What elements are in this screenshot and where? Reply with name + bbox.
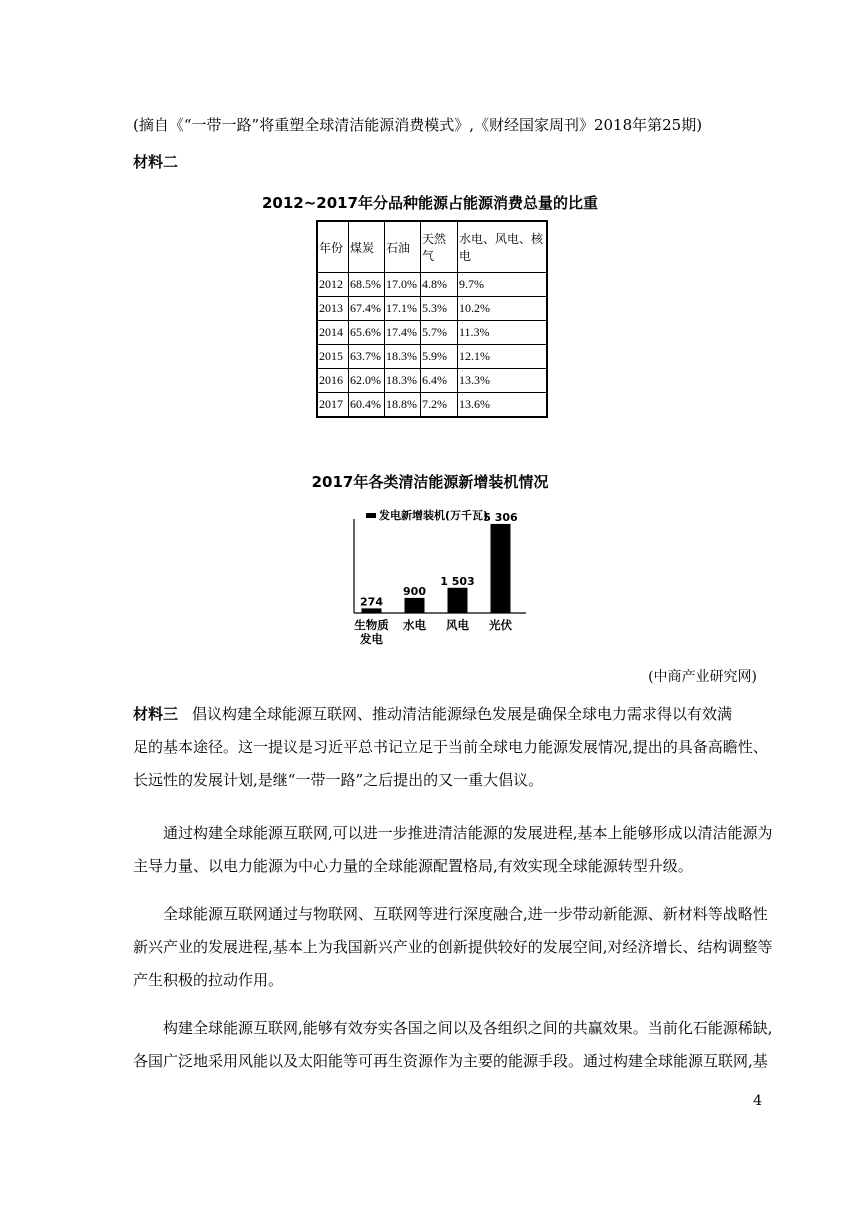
- text-line: 新兴产业的发展进程,基本上为我国新兴产业的创新提供较好的发展空间,对经济增长、结构调整等: [133, 938, 773, 956]
- data-label: 900: [403, 584, 426, 598]
- table-cell: 65.6%: [349, 321, 385, 345]
- table-cell: 17.4%: [385, 321, 421, 345]
- bar: [405, 598, 425, 613]
- text-line: 主导力量、以电力能源为中心力量的全球能源配置格局,有效实现全球能源转型升级。: [133, 857, 693, 875]
- legend-swatch: [366, 513, 376, 518]
- table-row: [317, 345, 547, 369]
- bar: [491, 524, 511, 613]
- header-cell: 年份: [317, 221, 349, 273]
- table-cell: 17.1%: [385, 297, 421, 321]
- table-cell: 63.7%: [349, 345, 385, 369]
- material-3-label: 材料三: [133, 705, 179, 723]
- table-cell: 2015: [317, 345, 349, 369]
- table-row: [317, 297, 547, 321]
- material-2-label: 材料二: [133, 153, 179, 171]
- capacity-bar-chart: [330, 505, 530, 650]
- table-cell: 5.9%: [421, 345, 458, 369]
- table-cell: 10.2%: [458, 297, 548, 321]
- table-cell: 5.3%: [421, 297, 458, 321]
- text-line: 产生积极的拉动作用。: [133, 971, 284, 989]
- text-line: 足的基本途径。这一提议是习近平总书记立足于当前全球电力能源发展情况,提出的具备高瞻性、: [133, 738, 768, 756]
- table-cell: 5.7%: [421, 321, 458, 345]
- category-label: 光伏: [489, 618, 512, 632]
- energy-share-table: [316, 220, 548, 418]
- table-header-row: [317, 221, 547, 273]
- bar: [362, 608, 382, 613]
- header-cell: 石油: [385, 221, 421, 273]
- chart-title: 2017年各类清洁能源新增装机情况: [311, 473, 549, 491]
- header-cell: 天然气: [421, 221, 458, 273]
- table-cell: 18.3%: [385, 369, 421, 393]
- table-row: [317, 321, 547, 345]
- table-cell: 17.0%: [385, 273, 421, 297]
- text-line: 长远性的发展计划,是继“一带一路”之后提出的又一重大倡议。: [133, 771, 544, 789]
- table-cell: 6.4%: [421, 369, 458, 393]
- text-line: 通过构建全球能源互联网,可以进一步推进清洁能源的发展进程,基本上能够形成以清洁能源为: [163, 824, 773, 842]
- table-cell: 60.4%: [349, 393, 385, 418]
- material-3-paragraph: [133, 698, 773, 797]
- table-cell: 18.3%: [385, 345, 421, 369]
- category-label: 水电: [403, 618, 426, 632]
- paragraph: [133, 1012, 773, 1078]
- table-cell: 2013: [317, 297, 349, 321]
- table-row: [317, 393, 547, 418]
- table-cell: 2012: [317, 273, 349, 297]
- text-line: 各国广泛地采用风能以及太阳能等可再生资源作为主要的能源手段。通过构建全球能源互联网,基: [133, 1052, 768, 1070]
- bar: [448, 588, 468, 613]
- text-line: 全球能源互联网通过与物联网、互联网等进行深度融合,进一步带动新能源、新材料等战略性: [163, 905, 768, 923]
- table-row: [317, 273, 547, 297]
- table-cell: 7.2%: [421, 393, 458, 418]
- table-cell: 2014: [317, 321, 349, 345]
- data-label: 5 306: [483, 510, 518, 524]
- text-line: 倡议构建全球能源互联网、推动清洁能源绿色发展是确保全球电力需求得以有效满: [192, 705, 733, 723]
- table-title: 2012~2017年分品种能源占能源消费总量的比重: [261, 194, 599, 212]
- paragraph: [133, 898, 773, 997]
- table-cell: 68.5%: [349, 273, 385, 297]
- table-cell: 67.4%: [349, 297, 385, 321]
- header-cell: 煤炭: [349, 221, 385, 273]
- table-cell: 2017: [317, 393, 349, 418]
- data-label: 274: [360, 595, 383, 609]
- table-cell: 9.7%: [458, 273, 548, 297]
- text-line: 构建全球能源互联网,能够有效夯实各国之间以及各组织之间的共赢效果。当前化石能源稀缺,: [163, 1019, 773, 1037]
- table-cell: 18.8%: [385, 393, 421, 418]
- table-cell: 13.6%: [458, 393, 548, 418]
- header-cell: 水电、风电、核电: [458, 221, 548, 273]
- table-cell: 2016: [317, 369, 349, 393]
- data-label: 1 503: [440, 574, 475, 588]
- chart-source: (中商产业研究网): [648, 669, 757, 685]
- source-citation: (摘自《“一带一路”将重塑全球清洁能源消费模式》,《财经国家周刊》2018年第25期): [133, 116, 703, 134]
- page-number: 4: [753, 1093, 762, 1109]
- table-cell: 12.1%: [458, 345, 548, 369]
- table-cell: 4.8%: [421, 273, 458, 297]
- table-cell: 62.0%: [349, 369, 385, 393]
- category-label: 风电: [446, 618, 469, 632]
- legend-label: 发电新增装机(万千瓦): [379, 509, 489, 522]
- table-row: [317, 369, 547, 393]
- paragraph: [133, 817, 773, 883]
- category-label: 生物质: [354, 618, 389, 632]
- table-cell: 13.3%: [458, 369, 548, 393]
- table-cell: 11.3%: [458, 321, 548, 345]
- category-label: 发电: [360, 632, 383, 646]
